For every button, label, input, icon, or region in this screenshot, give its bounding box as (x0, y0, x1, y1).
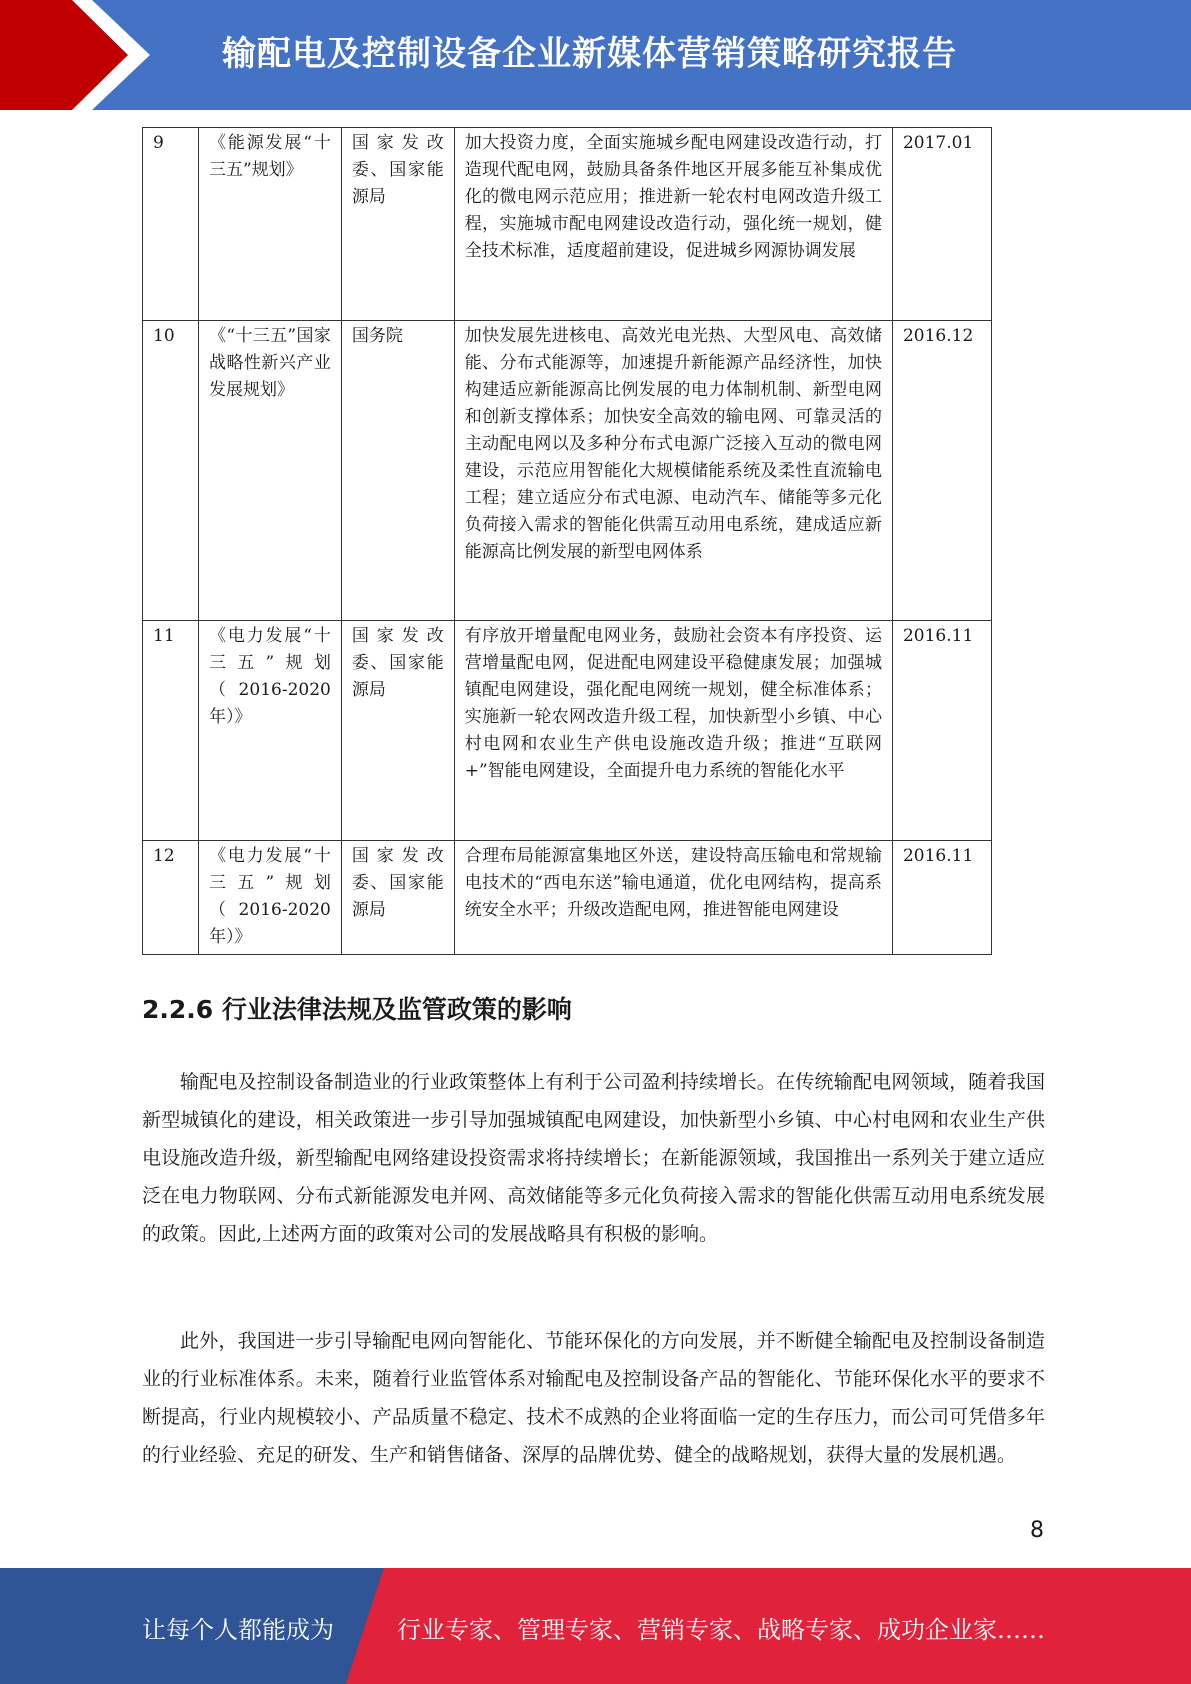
policy-date: 2016.11 (892, 841, 991, 955)
policy-name: 《电力发展“十三五”规划（2016-2020年）》 (198, 841, 341, 955)
footer-slogan-right: 行业专家、管理专家、营销专家、战略专家、成功企业家…… (397, 1616, 1045, 1644)
table-row (143, 621, 992, 841)
policy-issuer: 国务院 (341, 321, 454, 621)
table-row (143, 128, 992, 321)
page-footer (0, 1568, 1191, 1684)
row-number: 10 (143, 321, 199, 621)
table-row (143, 841, 992, 955)
policy-content: 有序放开增量配电网业务，鼓励社会资本有序投资、运营增量配电网，促进配电网建设平稳健康发展；加强城镇配电网建设，强化配电网统一规划，健全标准体系；实施新一轮农网改造升级工程，加快新型小乡镇、中心村电网和农业生产供电设施改造升级；推进“互联网+”智能电网建设，全面提升电力系统的智能化水平 (454, 621, 892, 841)
policy-name: 《“十三五”国家战略性新兴产业发展规划》 (198, 321, 341, 621)
policy-date: 2016.12 (892, 321, 991, 621)
policy-issuer: 国家发改委、国家能源局 (341, 621, 454, 841)
policy-date: 2017.01 (892, 128, 991, 321)
table-row (143, 321, 992, 621)
section-heading: 2.2.6 行业法律法规及监管政策的影响 (142, 995, 572, 1024)
header-red-chevron (0, 0, 150, 110)
row-number: 11 (143, 621, 199, 841)
policy-issuer: 国家发改委、国家能源局 (341, 841, 454, 955)
row-number: 12 (143, 841, 199, 955)
page-header (0, 0, 1191, 110)
policy-content: 加快发展先进核电、高效光电光热、大型风电、高效储能、分布式能源等，加速提升新能源产品经济性，加快构建适应新能源高比例发展的电力体制机制、新型电网和创新支撑体系；加快安全高效的输电网、可靠灵活的主动配电网以及多种分布式电源广泛接入互动的微电网建设，示范应用智能化大规模储能系统及柔性直流输电工程；建立适应分布式电源、电动汽车、储能等多元化负荷接入需求的智能化供需互动用电系统，建成适应新能源高比例发展的新型电网体系 (454, 321, 892, 621)
page-number: 8 (1030, 1518, 1044, 1543)
policy-table (142, 127, 992, 955)
footer-slogan-left: 让每个人都能成为 (142, 1616, 334, 1644)
policy-date: 2016.11 (892, 621, 991, 841)
policy-name: 《能源发展“十三五”规划》 (198, 128, 341, 321)
body-paragraph: 此外，我国进一步引导输配电网向智能化、节能环保化的方向发展，并不断健全输配电及控制设备制造业的行业标准体系。未来，随着行业监管体系对输配电及控制设备产品的智能化、节能环保化水平的要求不断提高，行业内规模较小、产品质量不稳定、技术不成熟的企业将面临一定的生存压力，而公司可凭借多年的行业经验、充足的研发、生产和销售储备、深厚的品牌优势、健全的战略规划，获得大量的发展机遇。 (142, 1330, 1045, 1466)
policy-issuer: 国家发改委、国家能源局 (341, 128, 454, 321)
header-title: 输配电及控制设备企业新媒体营销策略研究报告 (222, 34, 957, 74)
policy-content: 合理布局能源富集地区外送，建设特高压输电和常规输电技术的“西电东送”输电通道，优化电网结构，提高系统安全水平；升级改造配电网，推进智能电网建设 (454, 841, 892, 955)
row-number: 9 (143, 128, 199, 321)
body-paragraph: 输配电及控制设备制造业的行业政策整体上有利于公司盈利持续增长。在传统输配电网领域，随着我国新型城镇化的建设，相关政策进一步引导加强城镇配电网建设，加快新型小乡镇、中心村电网和农业生产供电设施改造升级，新型输配电网络建设投资需求将持续增长；在新能源领域，我国推出一系列关于建立适应泛在电力物联网、分布式新能源发电并网、高效储能等多元化负荷接入需求的智能化供需互动用电系统发展的政策。因此,上述两方面的政策对公司的发展战略具有积极的影响。 (142, 1071, 1045, 1245)
policy-name: 《电力发展“十三五”规划（2016-2020年）》 (198, 621, 341, 841)
policy-content: 加大投资力度，全面实施城乡配电网建设改造行动，打造现代配电网，鼓励具备条件地区开展多能互补集成优化的微电网示范应用；推进新一轮农村电网改造升级工程，实施城市配电网建设改造行动，强化统一规划，健全技术标准，适度超前建设，促进城乡网源协调发展 (454, 128, 892, 321)
